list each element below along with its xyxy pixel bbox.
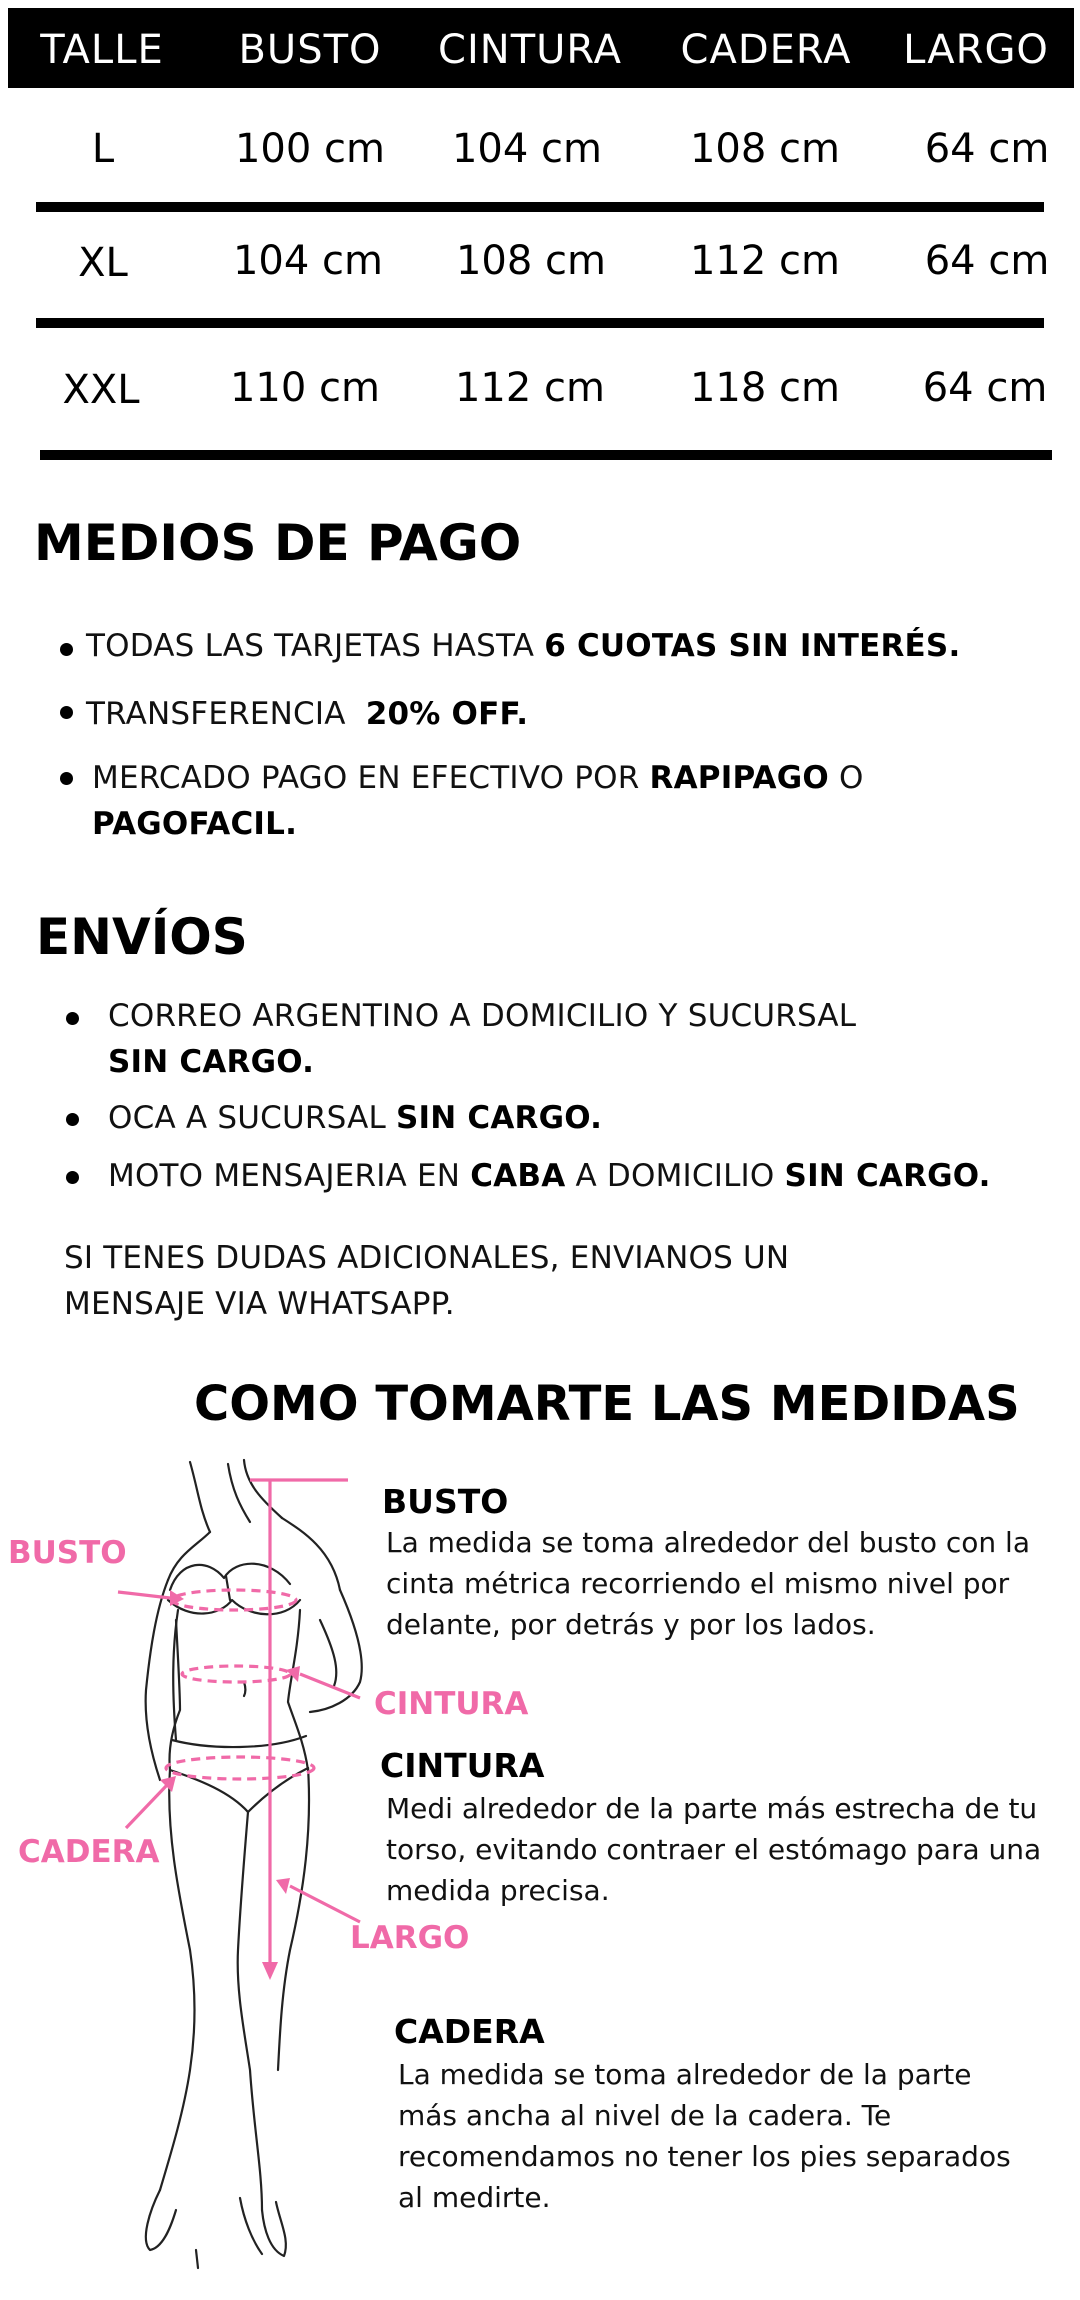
row-size: XL — [78, 240, 128, 286]
payment-item-transfer: TRANSFERENCIA 20% OFF. — [86, 696, 529, 732]
cadera-desc-line: al medirte. — [398, 2181, 551, 2214]
payment-title: MEDIOS DE PAGO — [34, 514, 522, 572]
busto-desc-line: delante, por detrás y por los lados. — [386, 1608, 876, 1641]
row-cintura: 112 cm — [454, 365, 606, 411]
cintura-title: CINTURA — [380, 1746, 545, 1785]
bullet-icon — [60, 706, 73, 719]
figure-label-busto: BUSTO — [8, 1535, 127, 1571]
header-talle: TALLE — [40, 27, 164, 73]
bullet-icon — [66, 1012, 79, 1025]
bullet-icon — [60, 643, 73, 656]
cadera-desc-line: más ancha al nivel de la cadera. Te — [398, 2099, 892, 2132]
row-cadera: 118 cm — [689, 365, 841, 411]
payment-item-mercadopago: MERCADO PAGO EN EFECTIVO POR RAPIPAGO O — [92, 760, 864, 796]
figure-label-cadera: CADERA — [18, 1834, 160, 1870]
row-largo: 64 cm — [924, 126, 1050, 172]
row-divider — [36, 318, 1044, 328]
cadera-desc-line: recomendamos no tener los pies separados — [398, 2140, 1011, 2173]
cintura-desc-line: medida precisa. — [386, 1874, 610, 1907]
shipping-note-line2: MENSAJE VIA WHATSAPP. — [64, 1286, 455, 1322]
header-cintura: CINTURA — [438, 27, 622, 73]
row-largo: 64 cm — [924, 238, 1050, 284]
row-cadera: 108 cm — [689, 126, 841, 172]
row-size: XXL — [62, 367, 140, 413]
shipping-title: ENVÍOS — [36, 908, 248, 966]
bullet-icon — [60, 772, 73, 785]
bullet-icon — [66, 1171, 79, 1184]
header-cadera: CADERA — [680, 27, 852, 73]
shipping-item-moto: MOTO MENSAJERIA EN CABA A DOMICILIO SIN CARGO. — [108, 1158, 991, 1194]
header-largo: LARGO — [903, 27, 1049, 73]
busto-desc-line: La medida se toma alrededor del busto con la — [386, 1526, 1030, 1559]
cadera-desc-line: La medida se toma alrededor de la parte — [398, 2058, 972, 2091]
shipping-item-correo: CORREO ARGENTINO A DOMICILIO Y SUCURSAL — [108, 998, 857, 1034]
cintura-desc-line: torso, evitando contraer el estómago para una — [386, 1833, 1042, 1866]
size-table-header — [8, 8, 1074, 88]
header-busto: BUSTO — [238, 27, 382, 73]
measure-title: COMO TOMARTE LAS MEDIDAS — [194, 1376, 1020, 1432]
row-divider — [36, 202, 1044, 212]
busto-title: BUSTO — [382, 1482, 509, 1521]
bullet-icon — [66, 1113, 79, 1126]
row-busto: 100 cm — [234, 126, 386, 172]
row-cadera: 112 cm — [689, 238, 841, 284]
row-busto: 104 cm — [232, 238, 384, 284]
row-busto: 110 cm — [229, 365, 381, 411]
figure-label-largo: LARGO — [350, 1920, 470, 1956]
row-cintura: 108 cm — [455, 238, 607, 284]
cintura-desc-line: Medi alrededor de la parte más estrecha de tu — [386, 1792, 1038, 1825]
row-cintura: 104 cm — [451, 126, 603, 172]
figure-label-cintura: CINTURA — [374, 1686, 529, 1722]
payment-item-cards: TODAS LAS TARJETAS HASTA 6 CUOTAS SIN INTERÉS. — [86, 628, 961, 664]
shipping-item-oca: OCA A SUCURSAL SIN CARGO. — [108, 1100, 603, 1136]
shipping-item-correo-line2: SIN CARGO. — [108, 1044, 315, 1080]
payment-item-mercadopago-line2: PAGOFACIL. — [92, 806, 298, 842]
busto-desc-line: cinta métrica recorriendo el mismo nivel por — [386, 1567, 1010, 1600]
row-size: L — [91, 126, 115, 172]
row-largo: 64 cm — [922, 365, 1048, 411]
shipping-note-line1: SI TENES DUDAS ADICIONALES, ENVIANOS UN — [64, 1240, 790, 1276]
cadera-title: CADERA — [394, 2012, 545, 2051]
row-divider — [40, 450, 1052, 460]
